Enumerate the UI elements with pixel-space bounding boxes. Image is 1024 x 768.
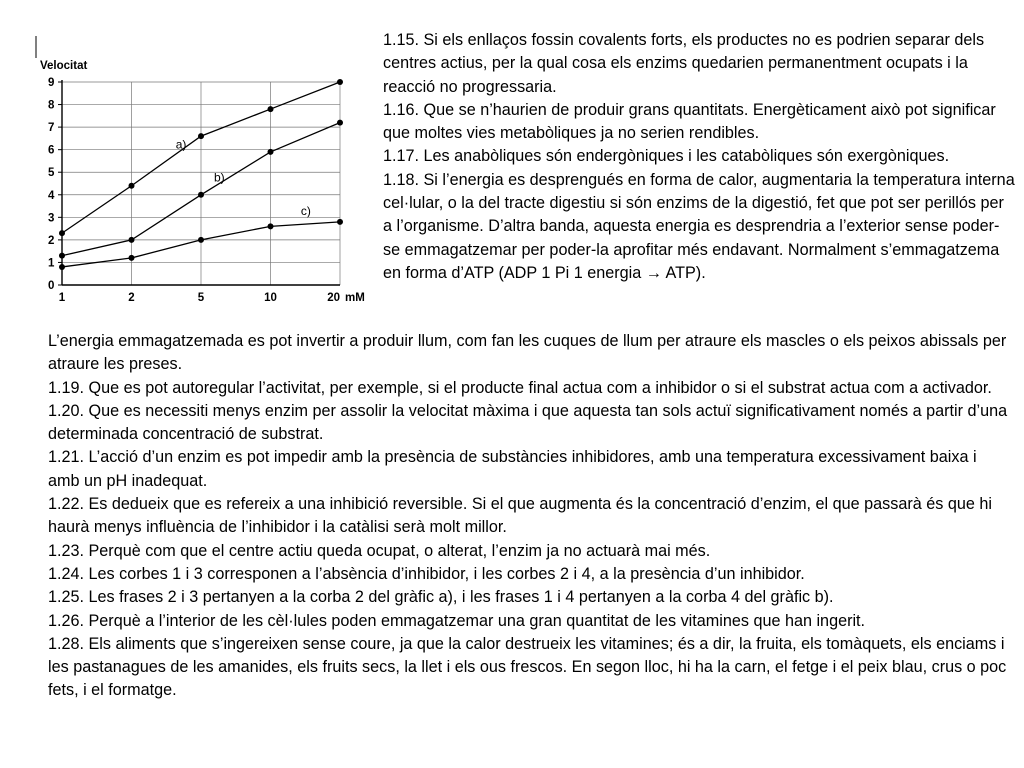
bottom-paragraph-1: 1.19. Que es pot autoregular l’activitat, per exemple, si el producte final actua com a inhibidor o si el substrat actua com a activador. xyxy=(48,378,992,397)
bottom-paragraph-9: 1.28. Els aliments que s’ingereixen sense coure, ja que la calor destrueix les vitamines; és a dir, la fruita, els tomàquets, els enciams i les pastanagues de les amanides, els fruits secs, la llet i els ous frescos. En segon lloc, hi ha la carn, el fetge i el peix blau, crus o poc fets, i el formatge. xyxy=(48,634,1007,700)
y-tick-label: 0 xyxy=(48,280,55,292)
data-point xyxy=(59,230,65,236)
right-paragraph-3: 1.18. Si l’energia es desprengués en forma de calor, augmentaria la temperatura interna cel·lular, o la del tracte digestiu si són enzims de la digestió, fet que pot ser perillós per a l’organisme. D’altra banda, aquesta energia es desprendria a l’exterior sense poder-se emmagatzemar per poder-la aprofitar més endavant. Normalment s’emmagatzema en forma d’ATP (ADP 1 Pi 1 energia → ATP). xyxy=(383,170,1015,282)
bottom-paragraph-8: 1.26. Perquè a l’interior de les cèl·lules poden emmagatzemar una gran quantitat de les vitamines que han ingerit. xyxy=(48,611,866,630)
y-tick-label: 9 xyxy=(48,77,55,89)
data-point xyxy=(337,219,343,225)
bottom-paragraph-5: 1.23. Perquè com que el centre actiu queda ocupat, o alterat, l’enzim ja no actuarà mai més. xyxy=(48,541,711,560)
data-point xyxy=(268,223,274,229)
bottom-paragraph-4: 1.22. Es dedueix que es refereix a una inhibició reversible. Si el que augmenta és la concentració d’enzim, el que passarà és que hi haurà menys influència de l’inhibidor i la catàlisi serà molt millor. xyxy=(48,495,992,537)
data-point xyxy=(198,192,204,198)
y-axis-label: Velocitat xyxy=(40,60,88,72)
chart-grid xyxy=(58,82,340,285)
series-label: c) xyxy=(300,203,311,218)
series-label: a) xyxy=(175,137,187,152)
y-tick-label: 2 xyxy=(48,234,55,247)
y-tick-label: 1 xyxy=(48,257,55,270)
bottom-paragraph-6: 1.24. Les corbes 1 i 3 corresponen a l’absència d’inhibidor, i les corbes 2 i 4, a la presència d’un inhibidor. xyxy=(48,564,805,583)
data-point xyxy=(129,183,135,189)
y-tick-labels xyxy=(48,77,55,292)
y-tick-label: 3 xyxy=(48,212,55,225)
data-point xyxy=(268,106,274,112)
y-tick-label: 8 xyxy=(48,99,55,112)
right-paragraph-0: 1.15. Si els enllaços fossin covalents forts, els productes no es podrien separar dels centres actius, per la qual cosa els enzims quedarien permanentment ocupats i la reacció no progressaria. xyxy=(383,31,985,96)
x-tick-label: 5 xyxy=(197,292,205,304)
x-tick-label: 20 xyxy=(327,292,340,304)
x-tick-labels xyxy=(59,292,340,304)
bottom-paragraph-2: 1.20. Que es necessiti menys enzim per assolir la velocitat màxima i que aquesta tan sols actuï significativament només a partir d’una determinada concentració de substrat. xyxy=(48,401,1008,444)
bottom-paragraph-0: L’energia emmagatzemada es pot invertir a produir llum, com fan les cuques de llum per atraure els mascles o els peixos abissals per atraure les preses. xyxy=(48,332,1007,374)
velocity-chart xyxy=(34,32,374,308)
x-tick-label: 1 xyxy=(58,292,66,304)
right-paragraph-1: 1.16. Que se n’haurien de produir grans quantitats. Energèticament això pot significar que moltes vies metabòliques ja no serien rendibles. xyxy=(383,100,996,143)
right-paragraph-2: 1.17. Les anabòliques són endergòniques i les catabòliques són exergòniques. xyxy=(383,147,950,166)
data-point xyxy=(198,133,204,139)
data-point xyxy=(129,237,135,243)
data-point xyxy=(268,149,274,155)
data-point xyxy=(198,237,204,243)
data-point xyxy=(337,79,343,85)
x-axis-unit: mM xyxy=(345,292,365,304)
x-tick-label: 10 xyxy=(264,292,277,304)
data-point xyxy=(59,264,65,270)
series-label: b) xyxy=(213,170,225,185)
bottom-answers xyxy=(48,330,1008,703)
data-point xyxy=(337,120,343,126)
data-point xyxy=(129,255,135,261)
bottom-paragraph-3: 1.21. L’acció d’un enzim es pot impedir amb la presència de substàncies inhibidores, amb una temperatura excessivament baixa i amb un pH inadequat. xyxy=(48,448,977,490)
y-tick-label: 7 xyxy=(48,122,55,135)
x-tick-label: 2 xyxy=(128,292,135,304)
y-tick-label: 5 xyxy=(48,167,55,180)
y-tick-label: 4 xyxy=(48,189,55,202)
data-point xyxy=(59,253,65,259)
y-tick-label: 6 xyxy=(48,144,55,157)
bottom-paragraph-7: 1.25. Les frases 2 i 3 pertanyen a la corba 2 del gràfic a), i les frases 1 i 4 pertanyen a la corba 4 del gràfic b). xyxy=(48,588,834,607)
right-answers xyxy=(383,29,1015,285)
